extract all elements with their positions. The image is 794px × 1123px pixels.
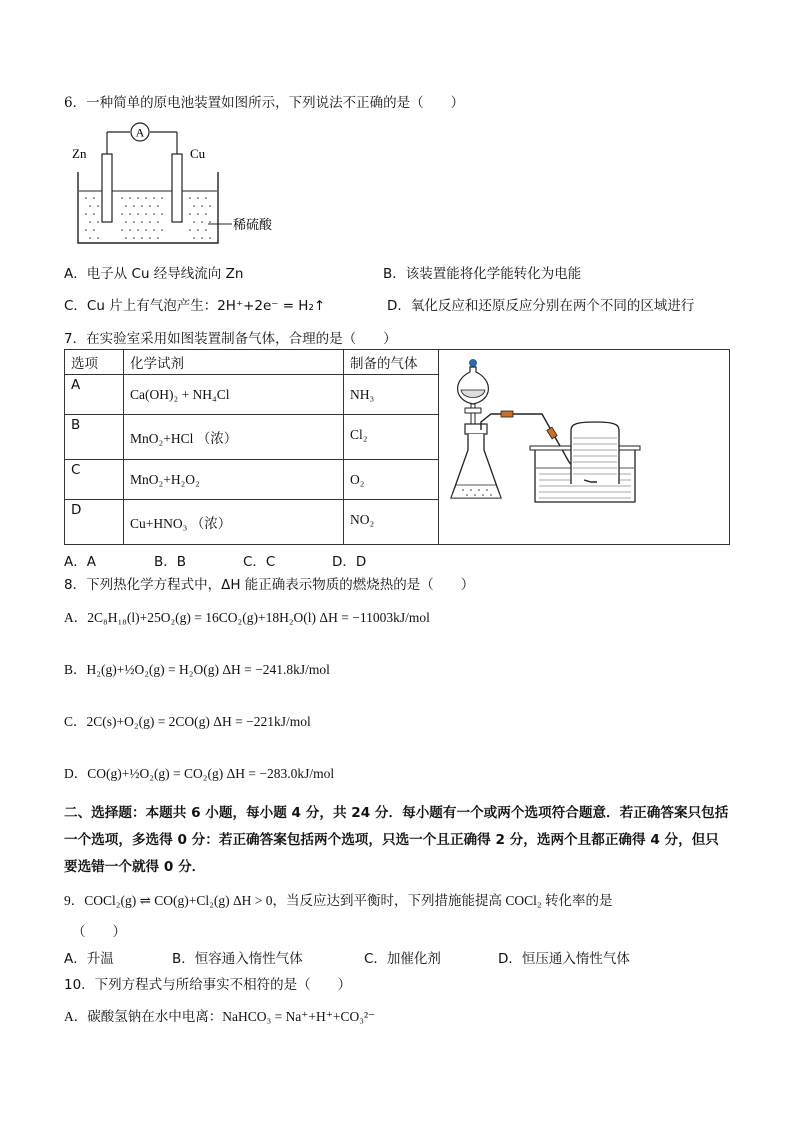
- q8-option-d[interactable]: D．CO(g)+½O₂(g) = CO₂(g) ΔH = −283.0kJ/mol: [64, 766, 335, 781]
- q9-option-c[interactable]: C．加催化剂: [364, 951, 441, 967]
- q9-stem: 9．COCl₂(g) ⇌ CO(g)+Cl₂(g) ΔH > 0，当反应达到平衡时，下列措施能提高 COCl₂ 转化率的是: [64, 893, 613, 908]
- section2-instructions: 二、选择题：本题共 6 小题，每小题 4 分，共 24 分．每小题有一个或两个选项符合题意．若正确答案只包括一个选项，多选得 0 分：若正确答案包括两个选项，只选一个且正确得 2 分，选两个且都正确得 4 分，但只要选错一个就得 0 分．: [64, 805, 729, 875]
- zn-label: Zn: [72, 146, 87, 161]
- row-c-option: C: [65, 459, 124, 499]
- acid-label: 稀硫酸: [233, 218, 273, 233]
- header-gas: 制备的气体: [344, 350, 439, 375]
- q8-stem: 8．下列热化学方程式中，ΔH 能正确表示物质的燃烧热的是（ ）: [64, 577, 475, 593]
- cu-electrode: [172, 154, 182, 222]
- q10-option-a[interactable]: A．碳酸氢钠在水中电离：NaHCO₃ = Na⁺+H⁺+CO₃²⁻: [64, 1009, 376, 1024]
- apparatus-cell: [439, 350, 730, 545]
- q7-answer-c[interactable]: C．C: [243, 554, 276, 570]
- q8-option-a[interactable]: A．2C₈H₁₈(l)+25O₂(g) = 16CO₂(g)+18H₂O(l) ΔH = −11003kJ/mol: [64, 610, 430, 625]
- q6-option-d[interactable]: D．氧化反应和还原反应分别在两个不同的区域进行: [387, 298, 695, 314]
- cu-label: Cu: [190, 146, 206, 161]
- gas-apparatus-figure: [439, 350, 729, 540]
- q7-answer-d[interactable]: D．D: [332, 554, 367, 570]
- q7-answer-a[interactable]: A．A: [64, 554, 96, 570]
- q7-answer-b[interactable]: B．B: [154, 554, 187, 570]
- stopper-icon: [469, 359, 477, 367]
- galvanic-cell-figure: [66, 120, 273, 250]
- ammeter-label: A: [135, 125, 145, 140]
- row-c-gas: O₂: [344, 459, 439, 499]
- q10-stem: 10．下列方程式与所给事实不相符的是（ ）: [64, 977, 352, 993]
- q9-option-b[interactable]: B．恒容通入惰性气体: [172, 951, 303, 967]
- row-b-gas: Cl₂: [344, 414, 439, 459]
- row-a-option: A: [65, 375, 124, 415]
- header-reagent: 化学试剂: [124, 350, 344, 375]
- q9-option-d[interactable]: D．恒压通入惰性气体: [498, 951, 630, 967]
- row-b-reagent: MnO₂+HCl （浓）: [124, 414, 344, 459]
- row-d-gas: NO₂: [344, 499, 439, 544]
- q7-table: [64, 349, 730, 545]
- row-d-option: D: [65, 499, 124, 544]
- q8-option-c[interactable]: C．2C(s)+O₂(g) = 2CO(g) ΔH = −221kJ/mol: [64, 714, 311, 729]
- q6-option-b[interactable]: B．该装置能将化学能转化为电能: [383, 266, 582, 282]
- q7-stem: 7．在实验室采用如图装置制备气体，合理的是（ ）: [64, 331, 397, 347]
- row-a-reagent: Ca(OH)₂ + NH₄Cl: [124, 375, 344, 415]
- row-b-option: B: [65, 414, 124, 459]
- q6-option-a[interactable]: A．电子从 Cu 经导线流向 Zn: [64, 266, 244, 282]
- q9-option-a[interactable]: A．升温: [64, 951, 114, 967]
- q8-option-b[interactable]: B．H₂(g)+½O₂(g) = H₂O(g) ΔH = −241.8kJ/mol: [64, 662, 330, 677]
- q9-blank: （ ）: [72, 924, 126, 940]
- row-a-gas: NH₃: [344, 375, 439, 415]
- row-c-reagent: MnO₂+H₂O₂: [124, 459, 344, 499]
- q6-option-c[interactable]: C．Cu 片上有气泡产生：2H⁺+2e⁻ = H₂↑: [64, 298, 326, 314]
- header-option: 选项: [65, 350, 124, 375]
- row-d-reagent: Cu+HNO₃ （浓）: [124, 499, 344, 544]
- q6-stem: 6．一种简单的原电池装置如图所示，下列说法不正确的是（ ）: [64, 95, 465, 111]
- zn-electrode: [102, 154, 112, 222]
